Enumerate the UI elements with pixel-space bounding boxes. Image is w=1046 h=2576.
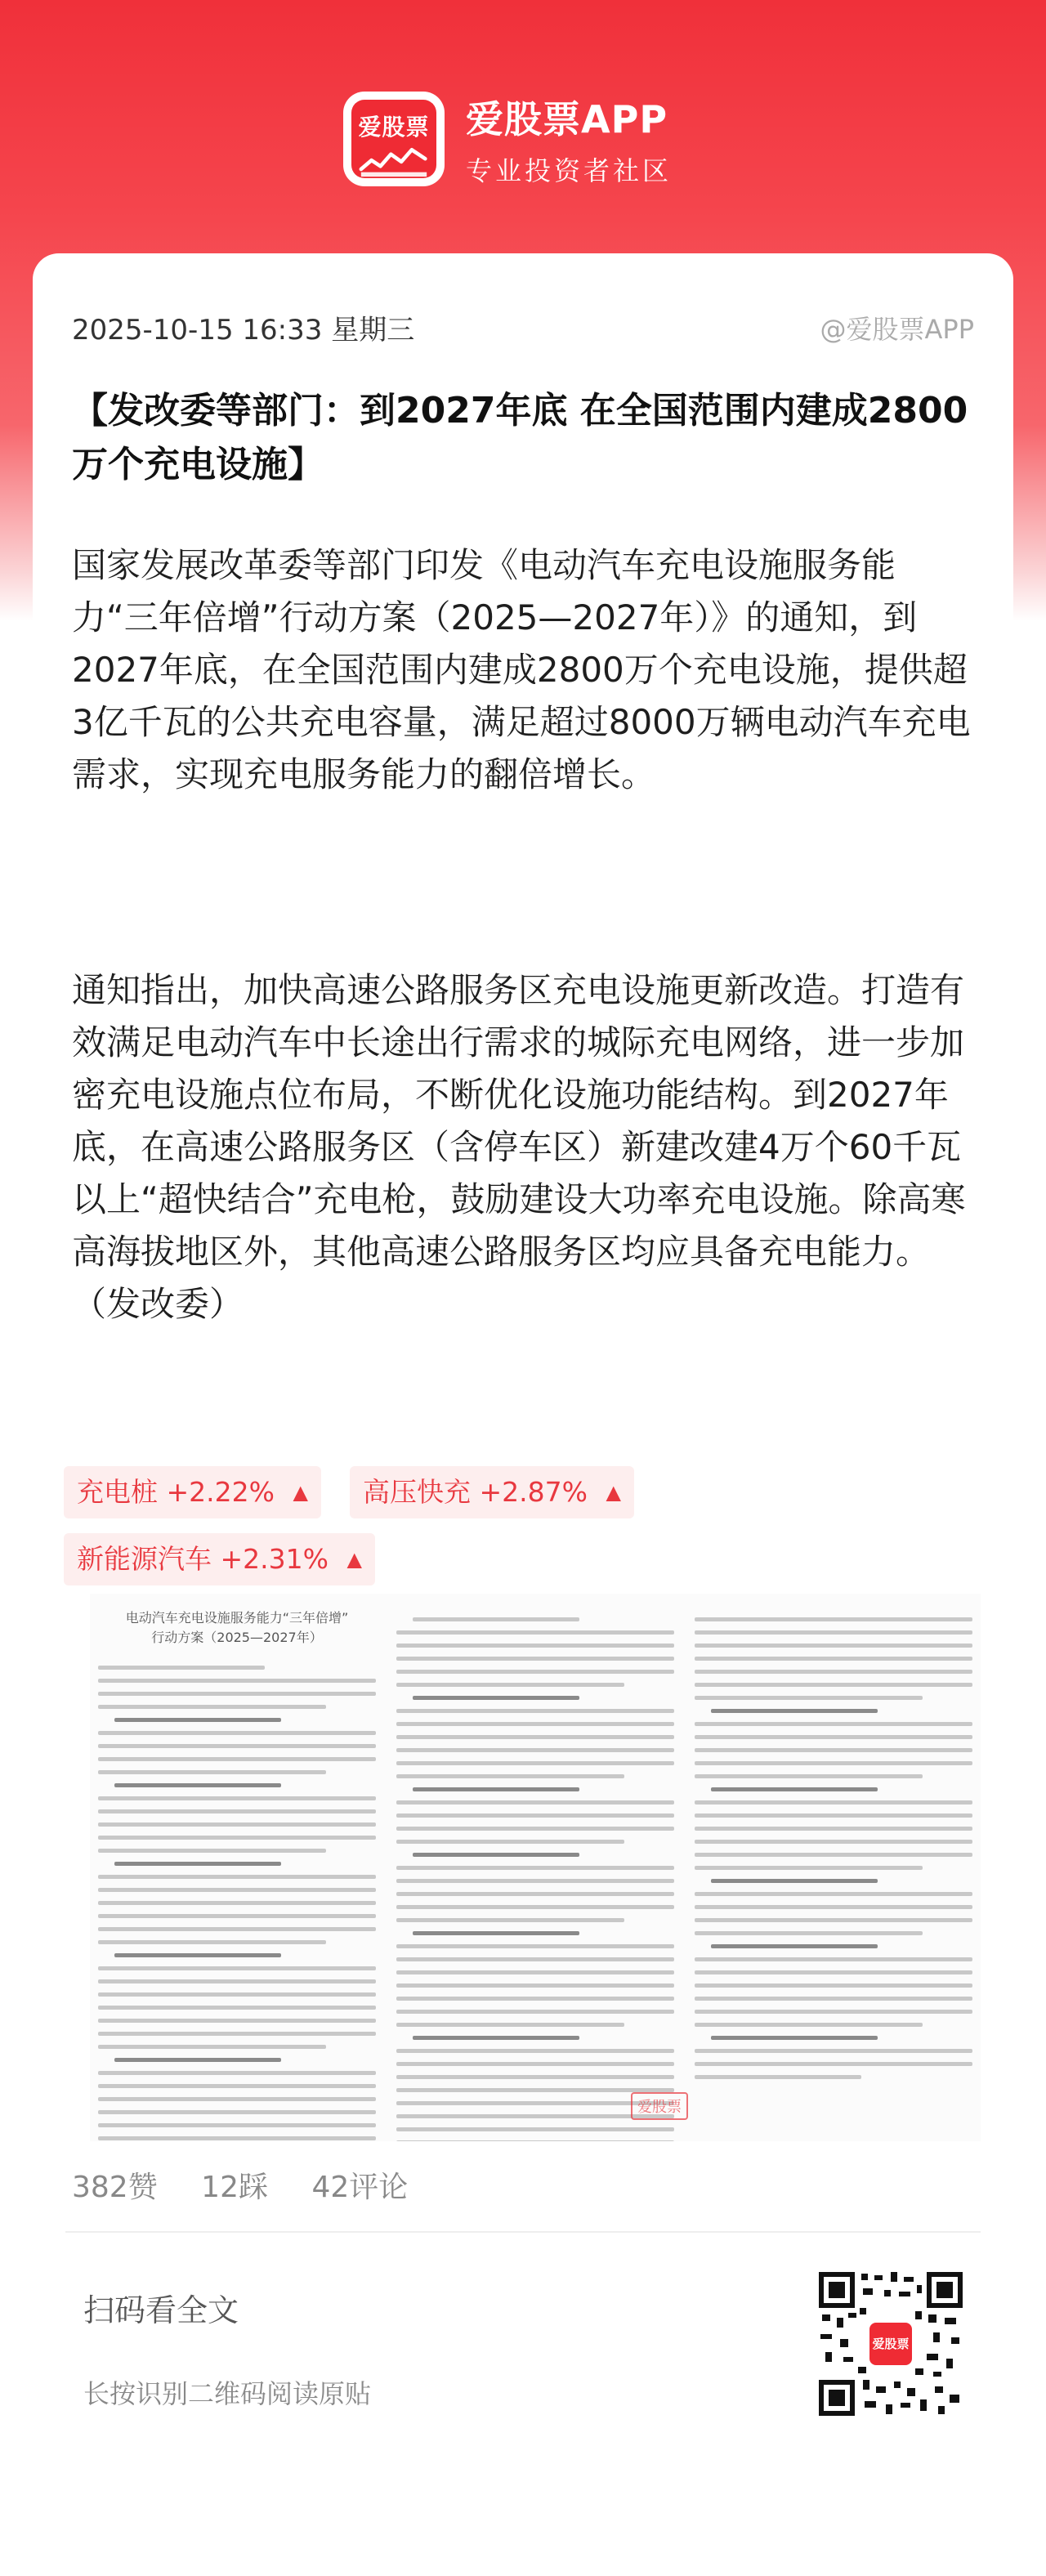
- dislikes-count[interactable]: 12踩: [201, 2171, 268, 2204]
- post-meta: [72, 307, 974, 347]
- qr-logo: 爱股票: [866, 2319, 915, 2368]
- app-logo: [343, 92, 445, 186]
- tag-name: 充电桩: [77, 1476, 158, 1508]
- post-datetime: 2025-10-15 16:33 星期三: [72, 314, 415, 347]
- article-paragraph: 国家发展改革委等部门印发《电动汽车充电设施服务能力“三年倍增”行动方案（2025—2027年）》的通知，到2027年底，在全国范围内建成2800万个充电设施，提供超3亿千瓦的公共充电容量，满足超过8000万辆电动汽车充电需求，实现充电服务能力的翻倍增长。: [72, 545, 971, 794]
- document-page-1: [98, 1608, 376, 2131]
- post-card: [33, 253, 1013, 2525]
- stock-tag-new-energy-vehicle[interactable]: [64, 1533, 375, 1585]
- brand-title: 爱股票APP: [466, 97, 668, 141]
- article-paragraph: 通知指出，加快高速公路服务区充电设施更新改造。打造有效满足电动汽车中长途出行需求的城际充电网络，进一步加密充电设施点位布局，不断优化设施功能结构。到2027年底，在高速公路服务区（含停车区）新建改建4万个60千瓦以上“超快结合”充电枪，鼓励建设大功率充电设施。除高寒高海拔地区外，其他高速公路服务区均应具备充电能力。（发改委）: [72, 970, 966, 1324]
- watermark: 爱股票: [631, 2092, 688, 2120]
- post-stats: [72, 2164, 436, 2206]
- up-arrow-icon: ▲: [293, 1481, 308, 1504]
- brand-header: [343, 90, 672, 188]
- divider: [65, 2231, 981, 2233]
- tag-name: 新能源汽车: [77, 1543, 212, 1575]
- document-page-3: [695, 1608, 972, 2131]
- scan-subtitle: 长按识别二维码阅读原贴: [83, 2378, 372, 2409]
- tag-change: +2.31%: [220, 1543, 329, 1575]
- scan-title: 扫码看全文: [83, 2292, 239, 2328]
- document-image[interactable]: [90, 1594, 981, 2141]
- document-title-line-1: 电动汽车充电设施服务能力“三年倍增”: [125, 1610, 349, 1626]
- article-title: 【发改委等部门：到2027年底 在全国范围内建成2800万个充电设施】: [72, 390, 968, 485]
- tag-change: +2.22%: [166, 1476, 275, 1508]
- likes-count[interactable]: 382赞: [72, 2171, 158, 2204]
- logo-text: 爱股票: [358, 114, 430, 141]
- stock-tag-charging-pile[interactable]: [64, 1466, 321, 1518]
- brand-subtitle: 专业投资者社区: [466, 155, 673, 186]
- document-page-2: [396, 1608, 674, 2131]
- stock-chart-icon: [355, 144, 433, 178]
- up-arrow-icon: ▲: [346, 1548, 362, 1571]
- tag-name: 高压快充: [363, 1476, 471, 1508]
- tag-change: +2.87%: [479, 1476, 588, 1508]
- comments-count[interactable]: 42评论: [311, 2171, 409, 2204]
- stock-tag-fast-charge[interactable]: [350, 1466, 634, 1518]
- qr-code[interactable]: [819, 2272, 963, 2416]
- post-source: @爱股票APP: [820, 313, 974, 345]
- up-arrow-icon: ▲: [606, 1481, 621, 1504]
- document-title-line-2: 行动方案（2025—2027年）: [151, 1630, 323, 1645]
